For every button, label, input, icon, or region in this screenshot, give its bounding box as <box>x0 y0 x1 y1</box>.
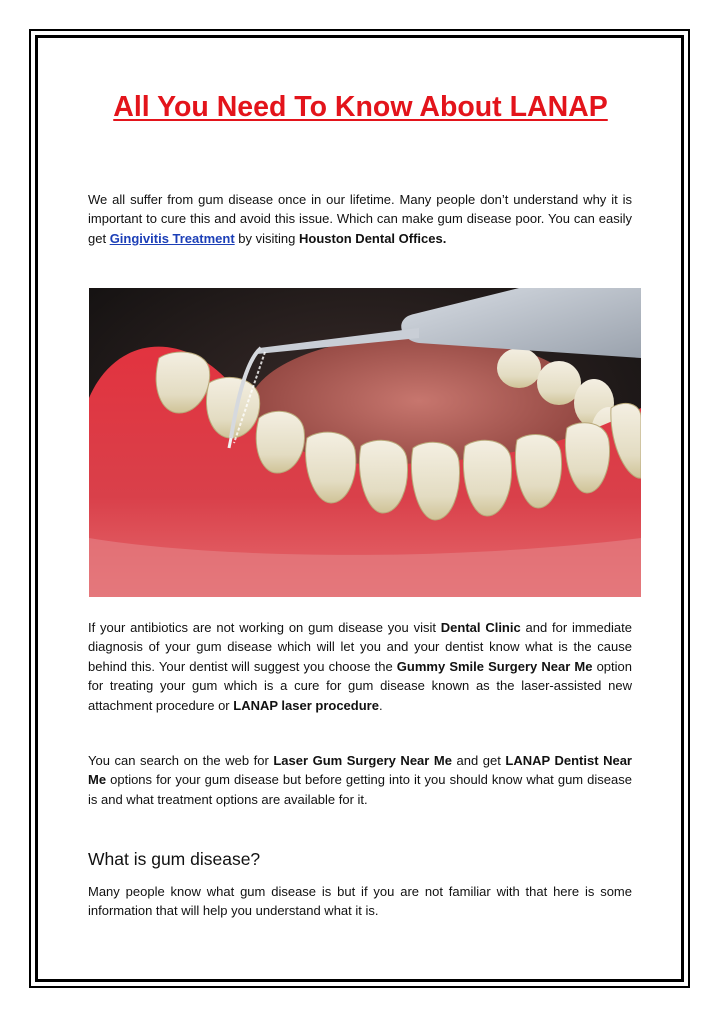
section-heading-gum-disease: What is gum disease? <box>88 849 261 869</box>
dental-illustration <box>89 288 641 597</box>
gum-disease-paragraph: Many people know what gum disease is but if you are not familiar with that here is some information that will help you understand what it is. <box>88 884 632 919</box>
dental-clinic-text: Dental Clinic <box>440 620 521 635</box>
gingivitis-treatment-link[interactable]: Gingivitis Treatment <box>109 230 235 246</box>
antibiotics-paragraph <box>88 618 632 715</box>
para2-text-4: . <box>378 697 383 713</box>
lanap-laser-procedure-text: LANAP laser procedure <box>233 697 379 713</box>
intro-text-2: by visiting <box>234 230 299 246</box>
intro-text-1: We all suffer from gum disease once in our lifetime. Many people don’t understand why it is important to cure this and avoid this issue. Which can make gum disease poor. You can easily get <box>88 192 632 246</box>
intro-paragraph <box>88 190 632 248</box>
para2-text-1: If your antibiotics are not working on gum disease you visit <box>88 620 441 635</box>
lanap-dentist-text: LANAP Dentist Near Me <box>88 753 632 788</box>
page-title: All You Need To Know About LANAP <box>113 91 608 123</box>
laser-gum-treatment-photo <box>89 288 641 597</box>
para3-text-1: You can search on the web for <box>88 753 274 768</box>
para3-text-2: and get <box>451 753 506 768</box>
laser-gum-surgery-text: Laser Gum Surgery Near Me <box>273 753 452 768</box>
para2-text-3: option for treating your gum which is a cure for gum disease known as the laser-assisted new attachment procedure or <box>88 658 632 713</box>
para3-text-3: options for your gum disease but before getting into it you should know what gum disease is and what treatment options are available for it. <box>88 772 632 807</box>
houston-dental-offices-text: Houston Dental Offices. <box>298 230 447 246</box>
search-paragraph <box>88 751 632 809</box>
para2-text-2: and for immediate diagnosis of your gum disease which will let you and your dentist know what is the cause behind this. Your dentist will suggest you choose the <box>88 620 632 674</box>
gummy-smile-surgery-text: Gummy Smile Surgery Near Me <box>396 658 593 674</box>
